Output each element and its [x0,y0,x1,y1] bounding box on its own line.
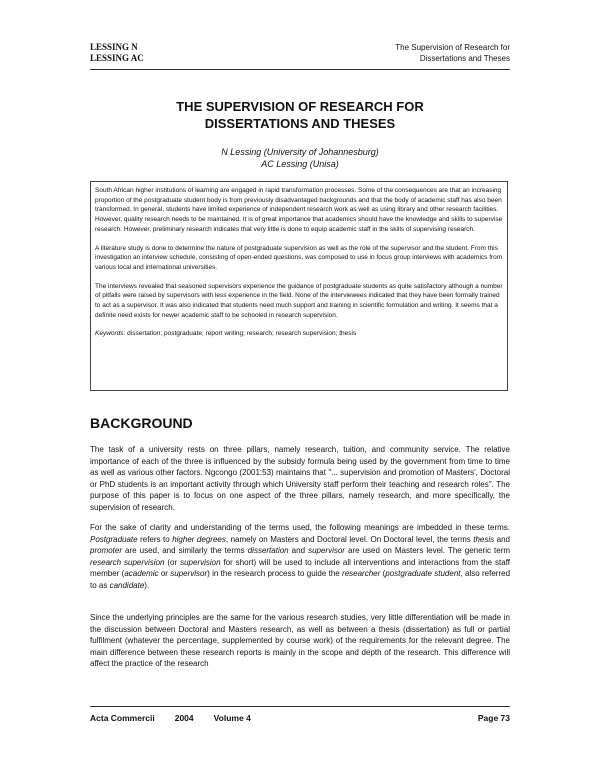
text-run: are used on Masters level. The generic term [344,546,511,555]
text-run: or [158,569,171,578]
term-research-supervision: research supervision [90,557,165,567]
running-header-title [395,42,510,64]
term-thesis: thesis [473,534,495,544]
section-heading: BACKGROUND [90,415,193,431]
author-2: AC Lessing (Unisa) [261,159,339,169]
abstract-box [90,181,508,391]
term-academic: academic [124,569,159,578]
text-run: and [288,546,309,555]
paper-title [90,98,510,132]
header-author-2: LESSING AC [90,53,144,63]
header-title-line-1: The Supervision of Research for [395,43,510,52]
keywords-label: Keywords: [95,330,126,338]
term-researcher: researcher [342,569,381,578]
term-dissertation: dissertation [247,546,289,555]
header-author-1: LESSING N [90,42,138,52]
footer-year: 2004 [174,713,194,723]
text-run: For the sake of clarity and understanding of the terms used, the following meanings are imbedded in these terms. [90,523,510,532]
header-divider [90,69,510,70]
term-higher-degrees: higher degrees [172,534,226,544]
title-line-1: THE SUPERVISION OF RESEARCH FOR [176,99,424,114]
running-header-authors [90,42,144,64]
keywords-list: dissertation; postgraduate; report writing; research; research supervision; thesis [125,330,357,338]
footer-divider [90,706,510,707]
text-run: ) in the research process to guide the [207,569,343,578]
body-paragraph-2-text [90,522,510,591]
body-paragraph-1 [90,444,510,513]
body-paragraph-3 [90,612,510,670]
text-run: , also referred to as [90,569,511,590]
term-promoter: promoter [90,546,123,555]
abstract-paragraph-3: The interviews revealed that seasoned supervisors experience the guidance of postgraduate students as quite satisfactory although a number of pitfalls were raised by supervisors with less experience in the field. None of the interviewees indicated that they have been formally trained to act as a supervisor. It was also indicated that students need much support and training in scientific formulation and writing. It seems that a definite need exists for newer academic staff to be schooled in research supervision. [95,282,503,319]
text-run: , namely on Masters and Doctoral level. On Doctoral level, the terms [225,534,474,544]
term-candidate: candidate [109,580,145,590]
text-run: and [494,534,510,544]
author-1: N Lessing (University of Johannesburg) [221,147,379,157]
title-line-2: DISSERTATIONS AND THESES [204,116,396,131]
header-title-line-2: Dissertations and Theses [419,54,510,63]
abstract-paragraph-2: A literature study is done to determine the nature of postgraduate supervision as well as the role of the supervisor and the student. From this investigation an interview schedule, consisting of open-ended questions, was composed to use in focus group interviews with academics from various local and international universities. [95,244,503,271]
text-run: ( [380,569,386,578]
footer-page-number: Page 73 [477,713,510,723]
abstract-paragraph-1: South African higher institutions of learning are engaged in rapid transformation processes. Some of the consequences are that an increasing proportion of the postgraduate student body is from previously disadvantaged backgrounds and that the body of academic staff has also been transformed. In general, students have limited experience of independent research work as well as using library and other research facilities. However, quality research needs to be maintained. It is of great importance that academics should have the knowledge and skills to supervise research. However, preliminary research indicates that very little is done to equip academic staff in the skills of supervising research. [95,187,503,233]
text-run: are used, and similarly the terms [122,546,248,555]
author-block [90,146,510,170]
footer-citation [90,713,271,723]
keywords [95,329,503,339]
term-supervisor-2: supervisor [170,569,208,578]
footer-volume: Volume 4 [213,713,251,723]
body-paragraph-3-text: Since the underlying principles are the same for the various research studies, very little differentiation will be made in the discussion between Doctoral and Masters research, as well as between a thesis (dissertation) as full or partial fulfilment (whatever the percentage, supplemented by course work) of the requirements for the relevant degree. The main difference between these research reports is mainly in the scope and depth of the research. This difference will affect the practice of the research [90,613,510,668]
term-supervisor: supervisor [308,546,345,555]
text-run: ). [144,580,150,590]
text-run: refers to [137,534,173,544]
text-run: for short) will be used to include all interventions and interactions from the staff member ( [90,557,511,578]
term-postgraduate-student: postgraduate student [385,569,461,578]
body-paragraph-2 [90,522,510,591]
text-run: (or [164,557,181,567]
term-postgraduate: Postgraduate [90,534,138,544]
body-paragraph-1-text: The task of a university rests on three pillars, namely research, tuition, and community service. The relative importance of each of the three is influenced by the subsidy formula being used by the government from time to time as well as various other factors. Ngcongo (2001:53) maintains that "... supervision and promotion of Masters', Doctoral or PhD students is an important activity through which University staff perform their teaching and research roles". The purpose of this paper is to focus on one aspect of the three pillars, namely research, and more specifically, the supervision of research. [90,445,510,512]
term-supervision: supervision [180,557,221,567]
footer-journal: Acta Commercii [90,713,155,723]
